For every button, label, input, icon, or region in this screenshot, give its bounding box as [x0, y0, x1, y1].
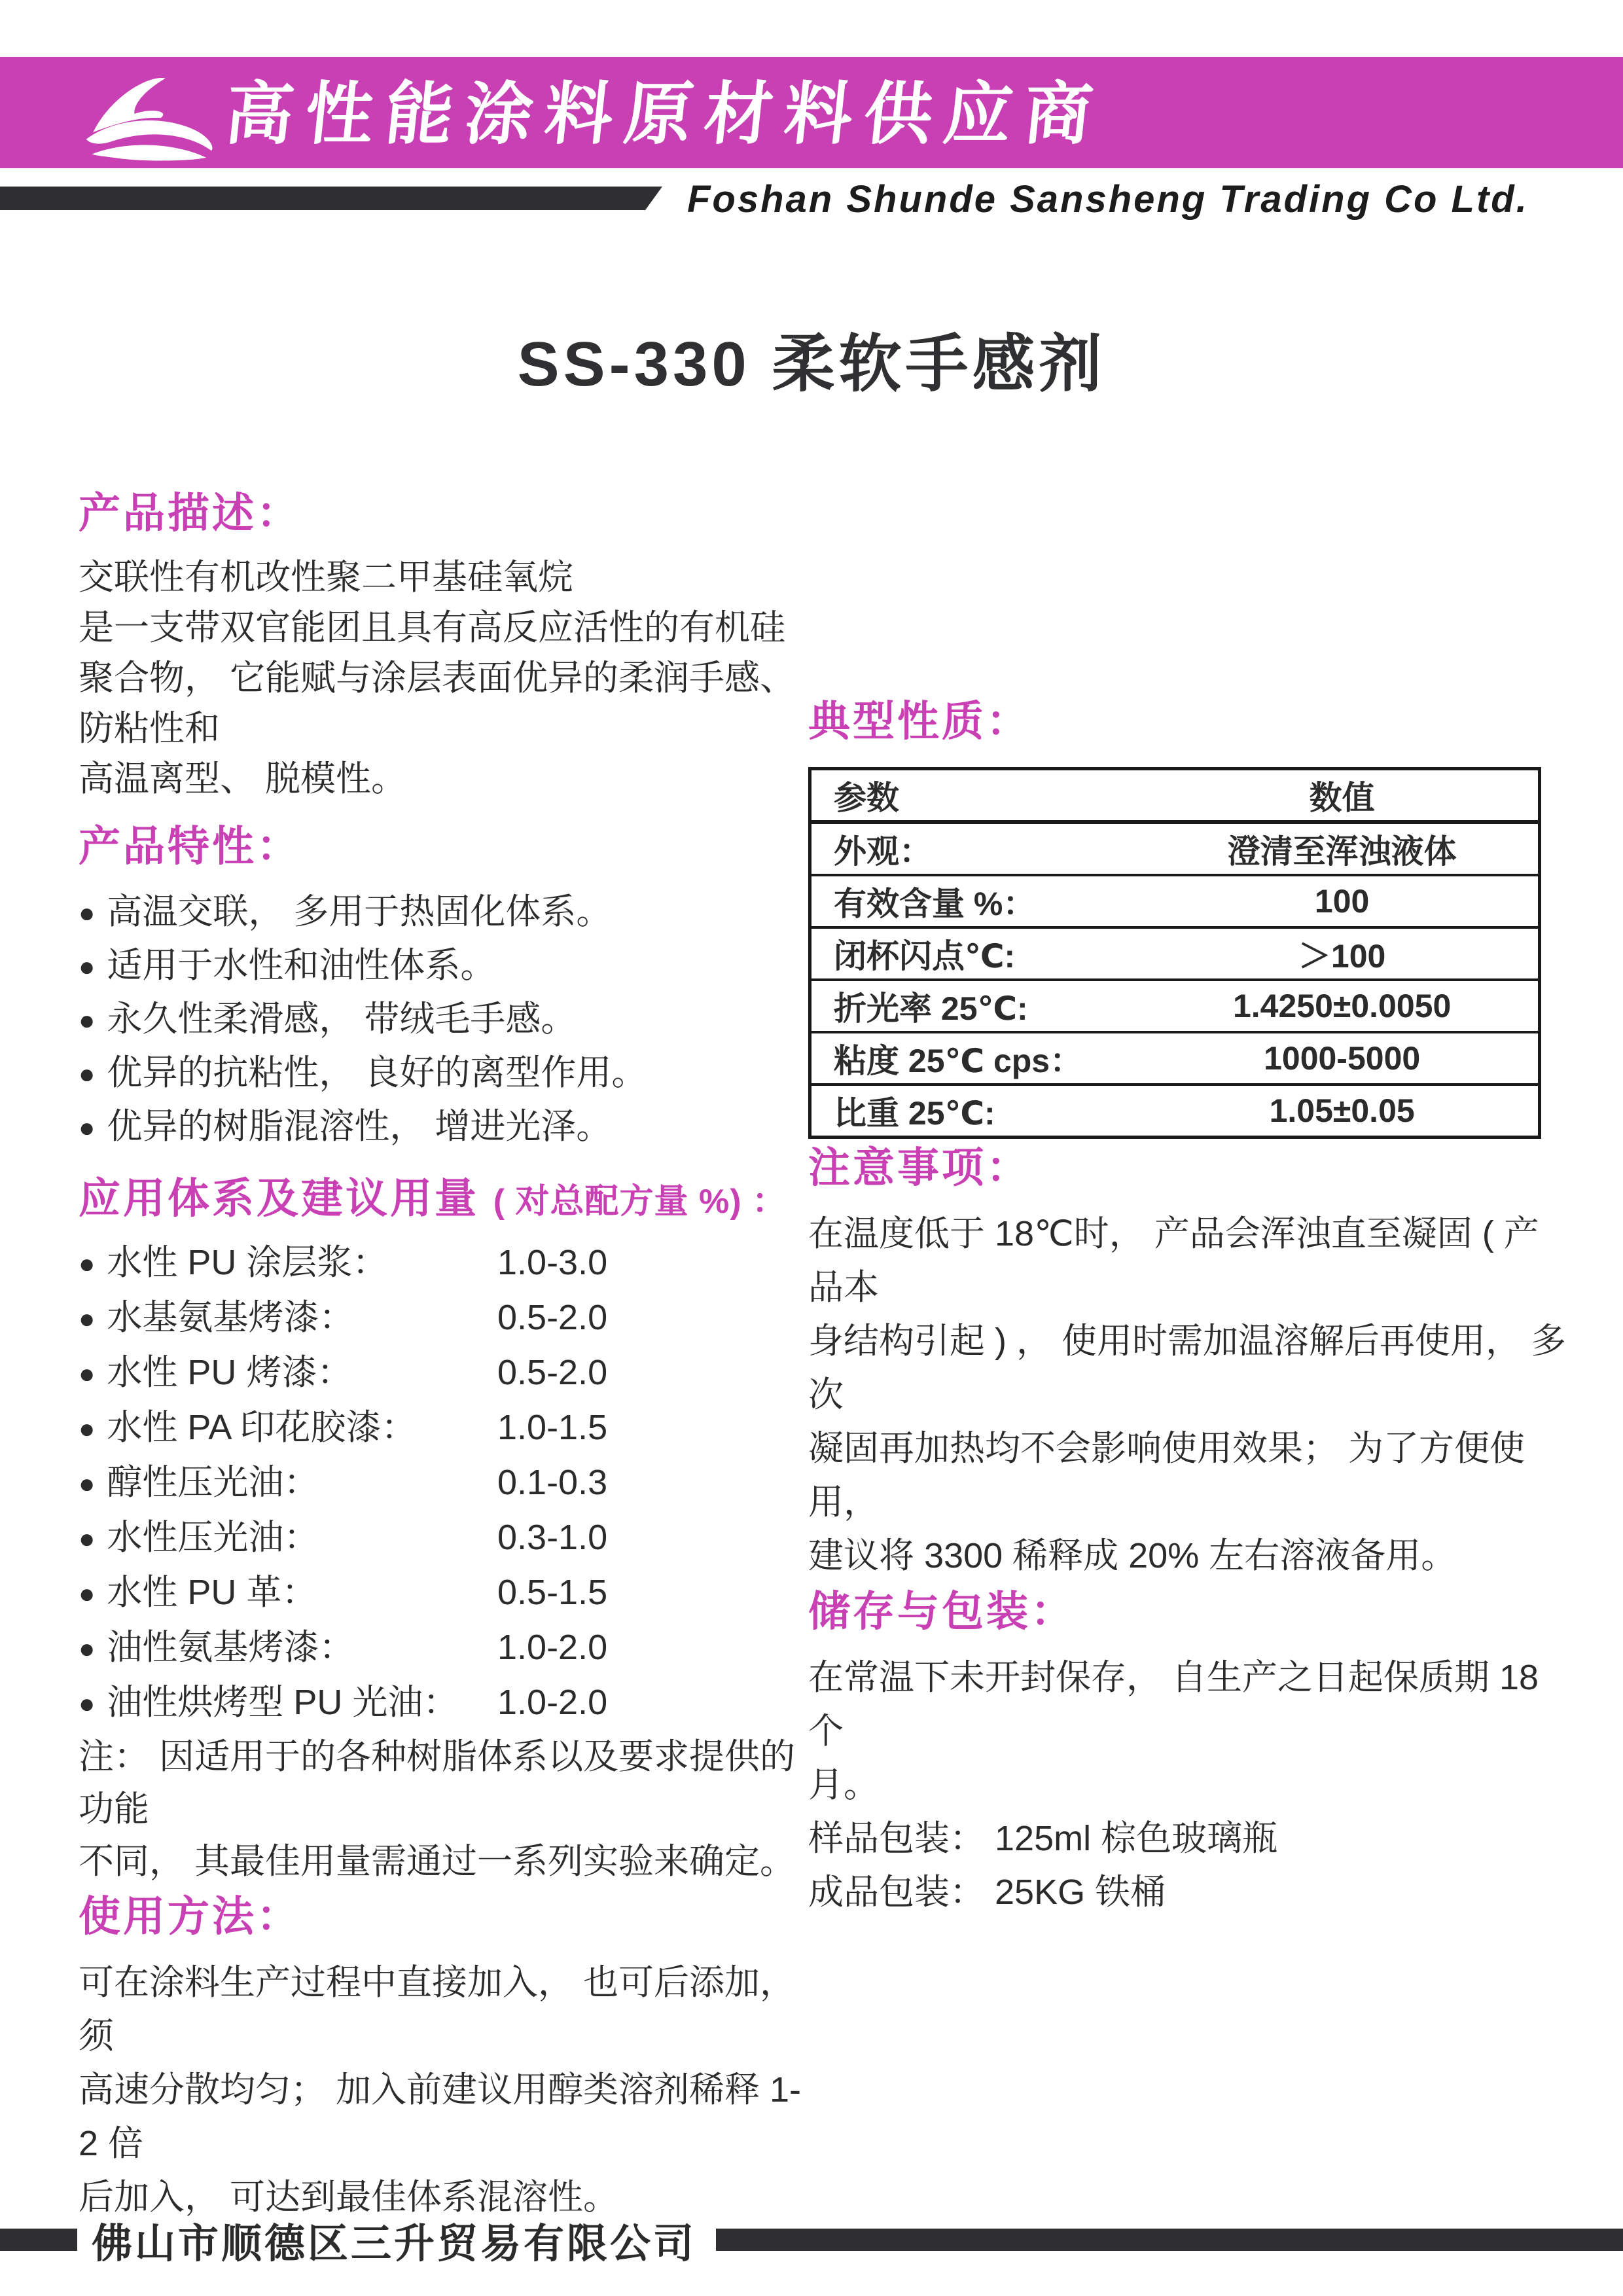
application-dosage: 0.3-1.0 — [497, 1518, 608, 1557]
content-columns — [79, 484, 1571, 2224]
typical-properties-table — [808, 767, 1541, 1139]
property-value: 1.05±0.05 — [1269, 1092, 1415, 1129]
application-dosage: 1.0-2.0 — [497, 1628, 608, 1667]
caution-line: 建议将 3300 稀释成 20% 左右溶液备用。 — [808, 1536, 1457, 1575]
feature-list — [79, 886, 808, 1154]
application-dosage: 0.5-1.5 — [497, 1573, 608, 1612]
company-name-chinese: 佛山市顺德区三升贸易有限公司 — [92, 2221, 697, 2267]
applications-heading-main: 应用体系及建议用量 — [79, 1175, 479, 1222]
storage-line: 月。 — [808, 1765, 879, 1804]
table-row — [812, 926, 1538, 978]
section-heading-storage: 储存与包装： — [808, 1588, 1075, 1635]
banner-title: 高性能涂料原材料供应商 — [221, 77, 1108, 152]
property-value: 100 — [1314, 883, 1370, 920]
description-line: 高温离型、 脱模性。 — [79, 759, 407, 798]
section-heading-description: 产品描述： — [79, 490, 301, 537]
application-row — [79, 1676, 808, 1731]
table-row — [812, 874, 1538, 926]
property-name: 有效含量 %： — [834, 886, 1036, 922]
storage-line: 成品包装： 25KG 铁桶 — [808, 1873, 1166, 1912]
usage-line: 高速分散均匀； 加入前建议用醇类溶剂稀释 1-2 倍 — [79, 2070, 802, 2163]
footer-bar-right — [716, 2229, 1623, 2251]
table-row — [812, 821, 1538, 874]
property-value: 1000-5000 — [1264, 1040, 1421, 1077]
description-line: 是一支带双官能团且具有高反应活性的有机硅聚合物， 它能赋与涂层表面优异的柔润手感、 防粘性和 — [79, 608, 796, 748]
brand-swoosh-logo-icon — [72, 62, 229, 166]
footer — [0, 2220, 1623, 2267]
feature-item: ● 永久性柔滑感， 带绒毛手感。 — [79, 993, 808, 1047]
property-value: ＞100 — [1298, 938, 1386, 975]
footer-bar-left — [0, 2229, 77, 2251]
table-header-value: 数值 — [1309, 780, 1375, 816]
section-heading-applications — [79, 1170, 808, 1230]
applications-note: 不同， 其最佳用量需通过一系列实验来确定。 — [79, 1842, 796, 1881]
brand-banner — [0, 57, 1623, 168]
table-header-parameter: 参数 — [834, 780, 899, 816]
caution-line: 在温度低于 18℃时， 产品会浑浊直至凝固 ( 产品本 — [808, 1214, 1539, 1307]
section-heading-cautions: 注意事项： — [808, 1144, 1031, 1191]
description-line: 交联性有机改性聚二甲基硅氧烷 — [79, 558, 573, 597]
application-label: ● 水性压光油： — [79, 1511, 497, 1566]
right-column — [808, 484, 1571, 2224]
storage-line: 在常温下未开封保存， 自生产之日起保质期 18 个 — [808, 1658, 1539, 1751]
application-row — [79, 1566, 808, 1621]
application-label: ● 水性 PA 印花胶漆： — [79, 1401, 497, 1456]
property-name: 闭杯闪点℃: — [834, 938, 1016, 975]
application-label: ● 醇性压光油： — [79, 1456, 497, 1511]
application-row — [79, 1236, 808, 1291]
application-list — [79, 1236, 808, 1731]
application-label: ● 水基氨基烤漆： — [79, 1291, 497, 1346]
application-dosage: 0.5-2.0 — [497, 1298, 608, 1337]
application-row — [79, 1346, 808, 1401]
property-name: 比重 25℃: — [834, 1095, 995, 1132]
table-row — [812, 1031, 1538, 1083]
feature-item: ● 高温交联， 多用于热固化体系。 — [79, 886, 808, 939]
section-heading-properties: 典型性质： — [808, 698, 1031, 745]
applications-heading-paren: ( 对总配方量 %) ： — [493, 1183, 787, 1221]
feature-item: ● 优异的抗粘性， 良好的离型作用。 — [79, 1047, 808, 1100]
section-heading-usage: 使用方法： — [79, 1893, 301, 1940]
feature-item: ● 优异的树脂混溶性， 增进光泽。 — [79, 1100, 808, 1154]
application-label: ● 油性氨基烤漆： — [79, 1621, 497, 1676]
application-label: ● 水性 PU 烤漆： — [79, 1346, 497, 1401]
property-name: 折光率 25℃: — [834, 990, 1028, 1027]
product-title: SS-330 柔软手感剂 — [517, 329, 1106, 399]
application-label: ● 水性 PU 涂层浆： — [79, 1236, 497, 1291]
table-row — [812, 1083, 1538, 1136]
application-label: ● 油性烘烤型 PU 光油： — [79, 1676, 497, 1731]
divider-bar — [0, 187, 662, 210]
table-header-row — [812, 770, 1538, 821]
application-row — [79, 1456, 808, 1511]
application-dosage: 1.0-1.5 — [497, 1408, 608, 1447]
property-name: 外观： — [834, 833, 932, 870]
application-row — [79, 1291, 808, 1346]
property-value: 1.4250±0.0050 — [1232, 988, 1452, 1024]
caution-line: 身结构引起 ) ， 使用时需加温溶解后再使用， 多次 — [808, 1321, 1566, 1414]
application-dosage: 0.5-2.0 — [497, 1353, 608, 1392]
applications-note: 注： 因适用于的各种树脂体系以及要求提供的功能 — [79, 1737, 796, 1829]
section-heading-features: 产品特性： — [79, 823, 301, 870]
application-label: ● 水性 PU 革： — [79, 1566, 497, 1621]
feature-item: ● 适用于水性和油性体系。 — [79, 939, 808, 993]
application-dosage: 1.0-3.0 — [497, 1243, 608, 1282]
application-row — [79, 1401, 808, 1456]
application-dosage: 0.1-0.3 — [497, 1463, 608, 1502]
usage-line: 后加入， 可达到最佳体系混溶性。 — [79, 2178, 619, 2217]
company-name-english: Foshan Shunde Sansheng Trading Co Ltd. — [687, 178, 1529, 221]
usage-line: 可在涂料生产过程中直接加入， 也可后添加， 须 — [79, 1963, 796, 2056]
property-name: 粘度 25℃ cps： — [834, 1043, 1083, 1079]
storage-line: 样品包装： 125ml 棕色玻璃瓶 — [808, 1819, 1278, 1858]
application-row — [79, 1511, 808, 1566]
application-dosage: 1.0-2.0 — [497, 1683, 608, 1722]
left-column — [79, 484, 808, 2224]
table-row — [812, 978, 1538, 1031]
property-value: 澄清至浑浊液体 — [1227, 833, 1457, 870]
application-row — [79, 1621, 808, 1676]
subbanner — [0, 178, 1623, 234]
caution-line: 凝固再加热均不会影响使用效果； 为了方便使用， — [808, 1429, 1525, 1522]
